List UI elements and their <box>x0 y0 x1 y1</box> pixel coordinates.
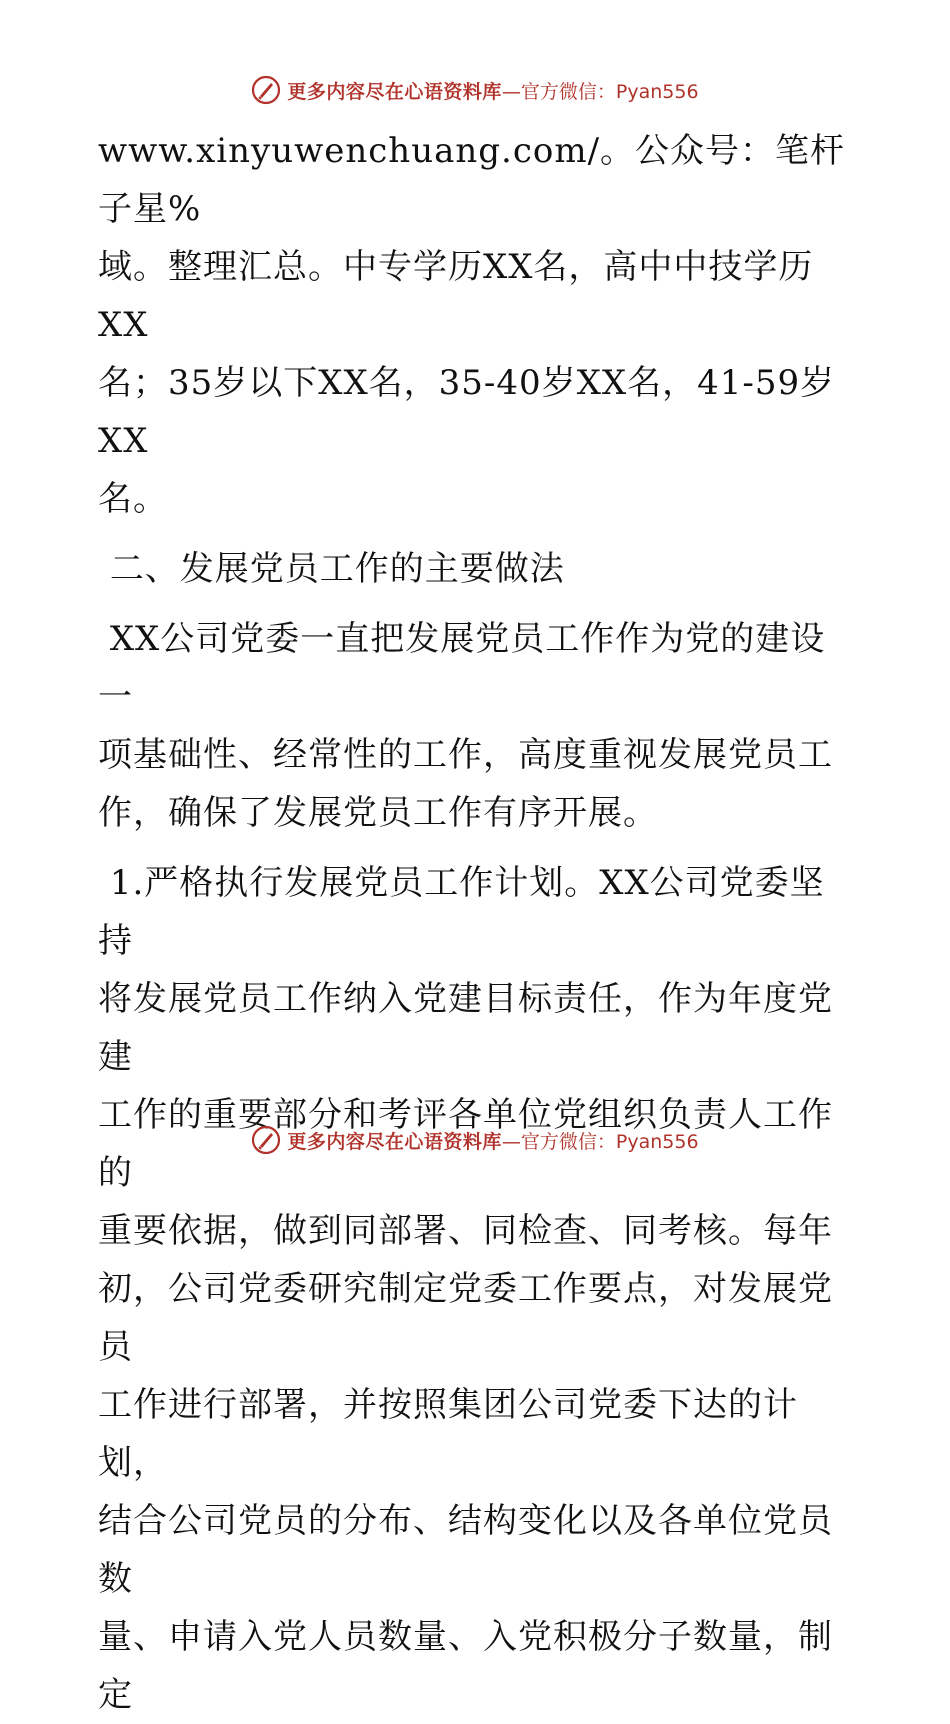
paragraph-intro <box>98 122 858 528</box>
line: 名。 <box>98 479 168 519</box>
line: 量、申请入党人员数量、入党积极分子数量，制定 <box>98 1617 833 1715</box>
line: 重要依据，做到同部署、同检查、同考核。每年 <box>98 1211 833 1251</box>
line: 工作进行部署，并按照集团公司党委下达的计划， <box>98 1385 798 1483</box>
section-heading <box>98 540 858 598</box>
banner-wechat: —官方微信：Pyan556 <box>501 1130 699 1153</box>
paragraph-overview <box>98 610 858 842</box>
paragraph-point-1 <box>98 854 858 1724</box>
line: 1.严格执行发展党员工作计划。XX公司党委坚持 <box>98 863 825 961</box>
line: 结合公司党员的分布、结构变化以及各单位党员数 <box>98 1501 833 1599</box>
line: 二、发展党员工作的主要做法 <box>98 549 565 589</box>
footer-banner <box>0 1120 950 1160</box>
document-body <box>98 122 858 1724</box>
line: 项基础性、经常性的工作，高度重视发展党员工 <box>98 735 833 775</box>
line: 作，确保了发展党员工作有序开展。 <box>98 793 658 833</box>
banner-wechat: —官方微信：Pyan556 <box>501 80 699 103</box>
line: www.xinyuwenchuang.com/。公众号：笔杆子星% <box>98 131 846 229</box>
quill-logo-icon <box>251 75 281 105</box>
line: 域。整理汇总。中专学历XX名，高中中技学历XX <box>98 247 814 345</box>
line: 初，公司党委研究制定党委工作要点，对发展党员 <box>98 1269 833 1367</box>
banner-title: 更多内容尽在心语资料库 <box>287 80 502 103</box>
quill-logo-icon <box>251 1125 281 1155</box>
line: 名；35岁以下XX名，35-40岁XX名，41-59岁XX <box>98 363 836 461</box>
line: 将发展党员工作纳入党建目标责任，作为年度党建 <box>98 979 833 1077</box>
line: 工作的重要部分和考评各单位党组织负责人工作的 <box>98 1095 833 1193</box>
header-banner <box>0 70 950 110</box>
line: XX公司党委一直把发展党员工作作为党的建设一 <box>98 619 826 717</box>
banner-title: 更多内容尽在心语资料库 <box>287 1130 502 1153</box>
